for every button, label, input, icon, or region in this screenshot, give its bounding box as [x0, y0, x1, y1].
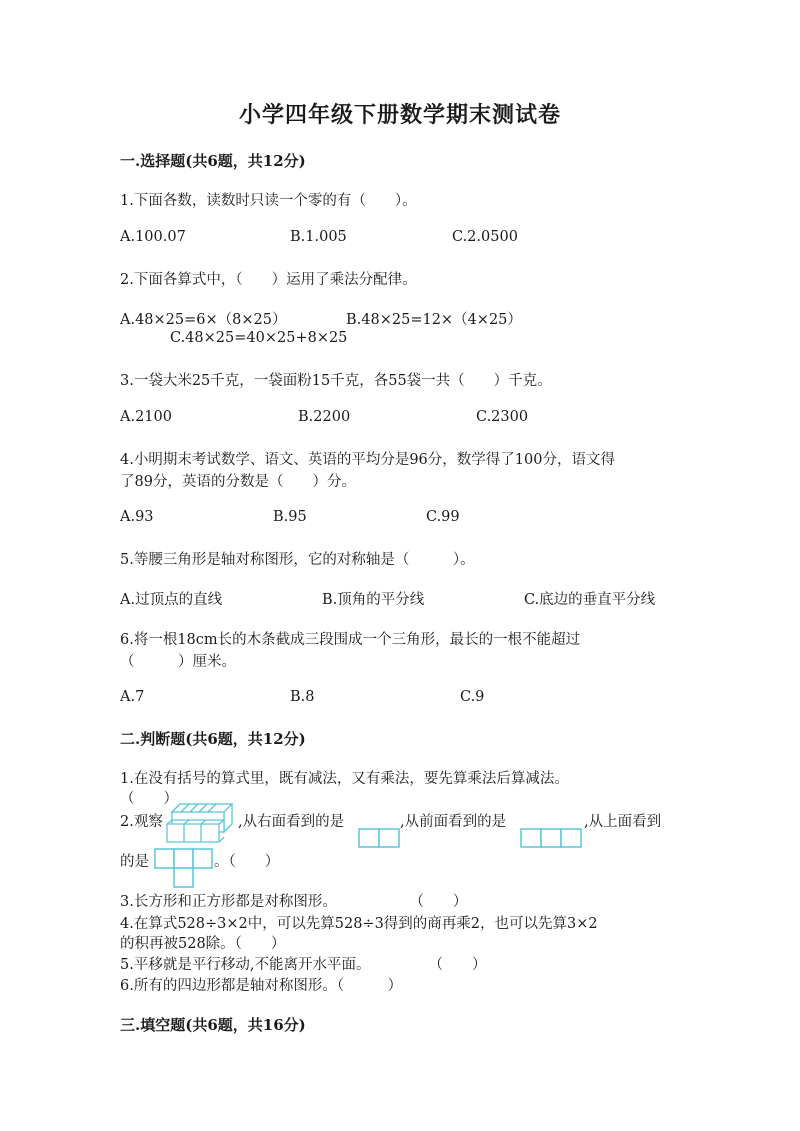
- question-2-2-part6: 。（ ）: [214, 854, 280, 870]
- section-heading-fill: 三.填空题(共6题，共16分): [120, 1016, 306, 1034]
- question-1-2: 2.下面各算式中，（ ）运用了乘法分配律。: [120, 272, 417, 288]
- option-1-3-c[interactable]: C.2300: [476, 409, 529, 425]
- question-1-3: 3.一袋大米25千克，一袋面粉15千克，各55袋一共（ ）千克。: [120, 373, 552, 389]
- question-2-5: 5.平移就是平行移动,不能离开水平面。 （ ）: [120, 957, 487, 973]
- cube-solid-figure: [166, 803, 238, 843]
- question-2-1-line1: 1.在没有括号的算式里，既有减法，又有乘法，要先算乘法后算减法。: [120, 771, 569, 787]
- question-1-5: 5.等腰三角形是轴对称图形，它的对称轴是（ ）。: [120, 552, 475, 568]
- front-view-figure: [520, 828, 582, 848]
- option-1-6-a[interactable]: A.7: [120, 689, 145, 705]
- question-1-1: 1.下面各数，读数时只读一个零的有（ ）。: [120, 193, 417, 209]
- option-1-4-c[interactable]: C.99: [426, 509, 460, 525]
- option-1-4-a[interactable]: A.93: [120, 509, 154, 525]
- section-heading-choice: 一.选择题(共6题，共12分): [120, 152, 306, 170]
- question-1-6-line1: 6.将一根18cm长的木条截成三段围成一个三角形，最长的一根不能超过: [120, 632, 581, 648]
- option-1-3-b[interactable]: B.2200: [298, 409, 351, 425]
- question-2-2-part4: ,从上面看到: [584, 814, 662, 830]
- option-1-2-b[interactable]: B.48×25=12×（4×25）: [346, 312, 522, 328]
- question-2-4-line1: 4.在算式528÷3×2中，可以先算528÷3得到的商再乘2，也可以先算3×2: [120, 916, 598, 932]
- option-1-4-b[interactable]: B.95: [273, 509, 307, 525]
- question-2-2-part5: 的是: [120, 854, 149, 870]
- question-2-2-part2: ,从右面看到的是: [238, 814, 345, 830]
- option-1-5-a[interactable]: A.过顶点的直线: [120, 592, 223, 608]
- option-1-1-a[interactable]: A.100.07: [120, 229, 186, 245]
- option-1-1-c[interactable]: C.2.0500: [452, 229, 518, 245]
- question-2-1-line2: （ ）: [120, 791, 178, 807]
- option-1-2-c[interactable]: C.48×25=40×25+8×25: [170, 330, 348, 346]
- option-1-6-c[interactable]: C.9: [460, 689, 485, 705]
- question-1-4-line2: 了89分，英语的分数是（ ）分。: [120, 474, 356, 490]
- question-1-6-line2: （ ）厘米。: [120, 654, 236, 670]
- page-title: 小学四年级下册数学期末测试卷: [238, 102, 561, 128]
- right-view-figure: [358, 828, 400, 848]
- top-view-figure: [154, 848, 214, 888]
- option-1-5-c[interactable]: C.底边的垂直平分线: [524, 592, 656, 608]
- question-2-2-part3: ,从前面看到的是: [400, 814, 507, 830]
- question-2-4-line2: 的积再被528除。（ ）: [120, 936, 286, 952]
- option-1-3-a[interactable]: A.2100: [120, 409, 172, 425]
- option-1-2-a[interactable]: A.48×25=6×（8×25）: [120, 312, 287, 328]
- question-2-2-part1: 2.观察: [120, 814, 163, 830]
- question-2-3: 3.长方形和正方形都是对称图形。 （ ）: [120, 894, 468, 910]
- question-1-4-line1: 4.小明期末考试数学、语文、英语的平均分是96分，数学得了100分，语文得: [120, 452, 615, 468]
- section-heading-judge: 二.判断题(共6题，共12分): [120, 730, 306, 748]
- option-1-5-b[interactable]: B.顶角的平分线: [322, 592, 425, 608]
- option-1-1-b[interactable]: B.1.005: [290, 229, 347, 245]
- option-1-6-b[interactable]: B.8: [290, 689, 315, 705]
- question-2-6: 6.所有的四边形都是轴对称图形。（ ）: [120, 978, 403, 994]
